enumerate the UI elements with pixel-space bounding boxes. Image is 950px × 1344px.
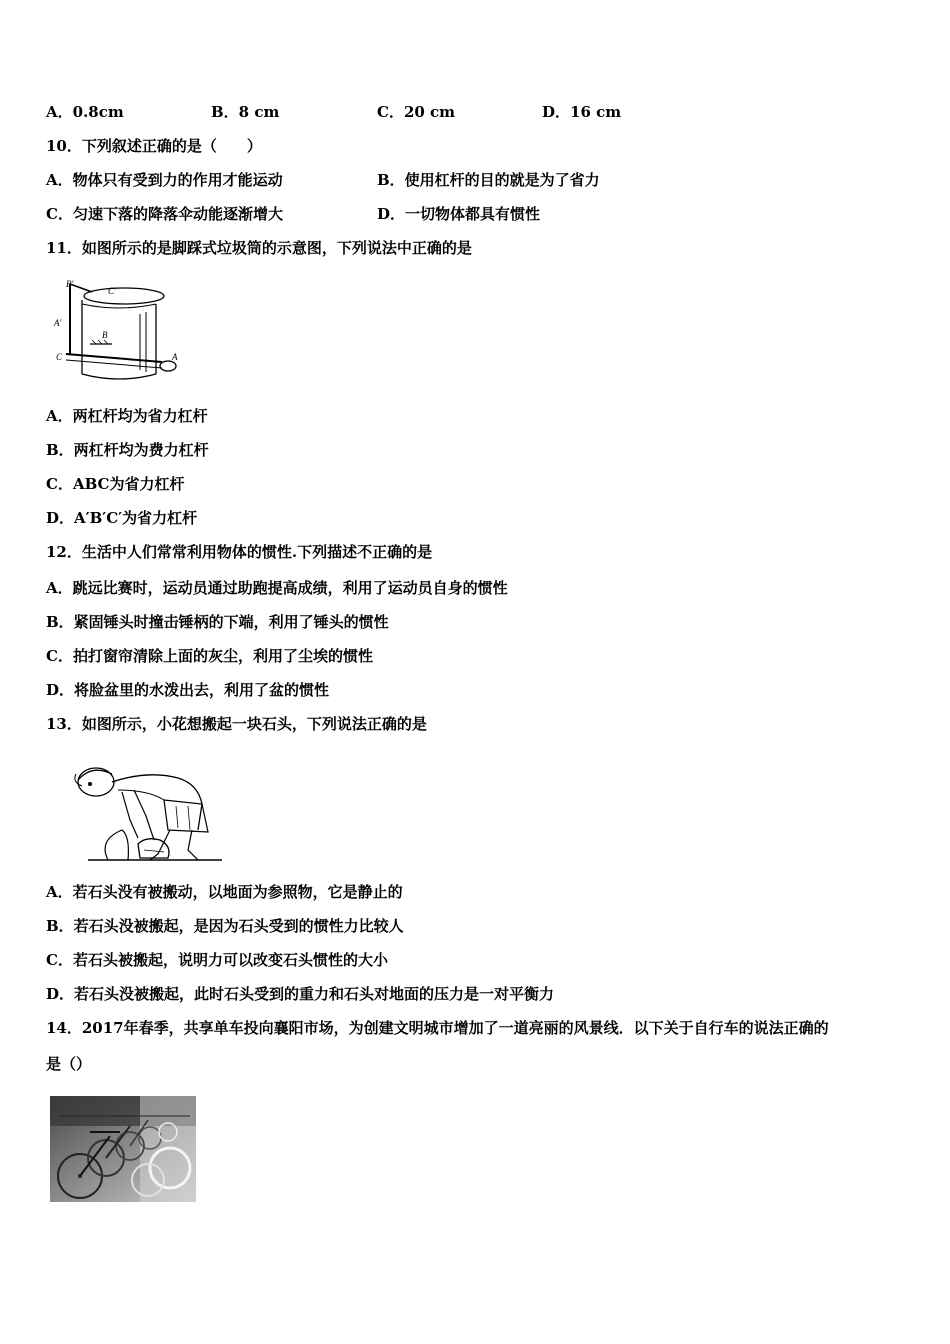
q11-option-a: A．两杠杆均为省力杠杆: [46, 407, 208, 425]
q13-option-c: C．若石头被搬起，说明力可以改变石头惯性的大小: [46, 951, 388, 969]
q13-option-d: D．若石头没被搬起，此时石头受到的重力和石头对地面的压力是一对平衡力: [46, 985, 555, 1003]
label-c-prime: C': [108, 286, 116, 296]
q12-stem: 12．生活中人们常常利用物体的惯性.下列描述不正确的是: [46, 543, 433, 561]
label-b-prime: B': [66, 279, 74, 289]
q11-option-c: C．ABC为省力杠杆: [46, 475, 185, 493]
trash-can-figure: [52, 274, 180, 386]
q13-option-a: A．若石头没有被搬动，以地面为参照物，它是静止的: [46, 883, 403, 901]
q10-options-row1: [46, 170, 846, 190]
q9-option-d: D．16 cm: [542, 103, 622, 121]
shared-bicycles-photo: [50, 1096, 196, 1202]
label-a-prime: A': [54, 318, 62, 328]
q13-stem: 13．如图所示，小花想搬起一块石头，下列说法正确的是: [46, 715, 427, 733]
label-b: B: [102, 330, 108, 340]
label-c: C: [56, 352, 63, 362]
q12-option-a: A．跳远比赛时，运动员通过助跑提高成绩，利用了运动员自身的惯性: [46, 579, 508, 597]
q14-stem-line2: 是（）: [46, 1055, 92, 1073]
girl-lifting-stone-figure: [68, 760, 226, 864]
q9-options: [46, 102, 846, 122]
q9-option-c: C．20 cm: [377, 103, 456, 121]
q12-option-b: B．紧固锤头时撞击锤柄的下端，利用了锤头的惯性: [46, 613, 389, 631]
q9-option-a: A．0.8cm: [46, 103, 124, 121]
q9-option-b: B．8 cm: [211, 103, 280, 121]
q10-option-a: A．物体只有受到力的作用才能运动: [46, 171, 283, 189]
q11-option-b: B．两杠杆均为费力杠杆: [46, 441, 209, 459]
q11-option-d: D．A′B′C′为省力杠杆: [46, 509, 198, 527]
q12-option-c: C．拍打窗帘清除上面的灰尘，利用了尘埃的惯性: [46, 647, 373, 665]
q11-stem: 11．如图所示的是脚踩式垃圾筒的示意图，下列说法中正确的是: [46, 239, 472, 257]
q10-options-row2: [46, 204, 846, 224]
q10-option-b: B．使用杠杆的目的就是为了省力: [377, 171, 600, 189]
q14-stem-line1: 14．2017年春季，共享单车投向襄阳市场，为创建文明城市增加了一道亮丽的风景线．以下关于自行车的说法正确的: [46, 1019, 829, 1037]
q13-option-b: B．若石头没被搬起，是因为石头受到的惯性力比较人: [46, 917, 404, 935]
label-a: A: [172, 352, 178, 362]
q10-option-d: D．一切物体都具有惯性: [377, 205, 541, 223]
q10-option-c: C．匀速下落的降落伞动能逐渐增大: [46, 205, 283, 223]
q10-stem: 10．下列叙述正确的是（ ）: [46, 137, 262, 155]
q12-option-d: D．将脸盆里的水泼出去，利用了盆的惯性: [46, 681, 330, 699]
